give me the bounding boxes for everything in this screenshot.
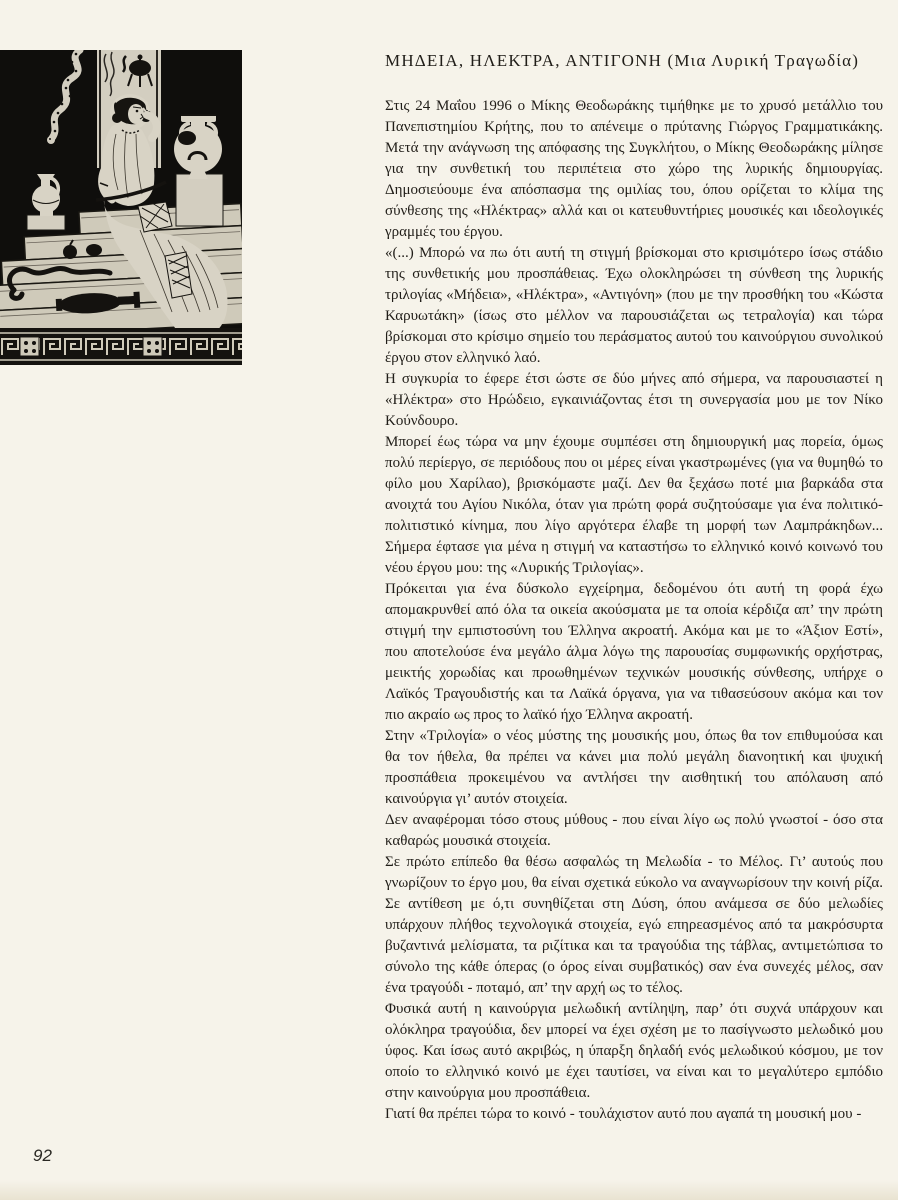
body-paragraph: Πρόκειται για ένα δύσκολο εγχείρημα, δεδομένου ότι αυτή τη φορά έχω απομακρυνθεί από όλα τα οικεία ακούσματα με τα οποία κέρδιζα απ’ την πρώτη στιγμή την εμπιστοσύνη του Έλληνα ακροατή. Ακόμα και με το «Άξιον Εστί», που αποτελούσε ένα μεγάλο άλμα λόγω της παρουσίας συμφωνικής ορχήστρας, μεικτής χορωδίας και προωθημένων τεχνικών μουσικής σύνθεσης, υπήρχε ο Λαϊκός Τραγουδιστής και τα Λαϊκά όργανα, για να τιθασεύσουν ακόμα και τον πιο ακραίο ως προς το λαϊκό ήχο Έλληνα ακροατή.	[385, 581, 883, 723]
vase-painting-photo	[0, 50, 242, 365]
article-title: ΜΗΔΕΙΑ, ΗΛΕΚΤΡΑ, ΑΝΤΙΓΟΝΗ (Μια Λυρική Τραγωδία)	[385, 51, 860, 70]
article-body	[385, 96, 883, 1125]
article-column	[385, 50, 883, 1125]
meander-border	[0, 328, 242, 365]
body-paragraph: Γιατί θα πρέπει τώρα το κοινό - τουλάχιστον αυτό που αγαπά τη μουσική μου -	[385, 1106, 862, 1122]
vase-painting-illustration	[0, 50, 242, 365]
body-paragraph: Η συγκυρία το έφερε έτσι ώστε σε δύο μήνες από σήμερα, να παρουσιαστεί η «Ηλέκτρα» στο Ηρώδειο, εγκαινιάζοντας έτσι τη συνεργασία μου με τον Νίκο Κούνδουρο.	[385, 371, 883, 429]
body-paragraph: Μπορεί έως τώρα να μην έχουμε συμπέσει στη δημιουργική μας πορεία, όμως πολύ περίεργο, σε περιόδους που οι μέρες είναι γκαστρωμένες (για να θυμηθώ το φίλο μου Χαρίλαο), βρισκόμαστε μαζί. Δεν θα ξεχάσω ποτέ μια βαρκάδα στα ανοιχτά του Αγίου Νικόλα, όταν για πρώτη φορά συζητούσαμε για ένα πολιτικό-πολιτιστικό κίνημα, που λίγο αργότερα έλαβε τη μορφή των Λαμπράκηδων... Σήμερα έφτασε για μένα η στιγμή να καταστήσω το ελληνικό κοινό κοινωνό του νέου έργου μου: της «Λυρικής Τριλογίας».	[385, 434, 883, 576]
body-paragraph: Φυσικά αυτή η καινούργια μελωδική αντίληψη, παρ’ ότι συχνά υπάρχουν και ολόκληρα τραγούδια, δεν μπορεί να έχει σχέση με το πασίγνωστο μελωδικό μου ύφος. Και ίσως αυτό ακριβώς, η ύπαρξη δηλαδή ενός μελωδικού κόσμου, με τον οποίο το ελληνικό κοινό με έχει ταυτίσει, να είναι και το μεγαλύτερο εμπόδιο στην καινούργια μου προσπάθεια.	[385, 1001, 883, 1101]
page-number: 92	[33, 1146, 52, 1165]
body-paragraph: Σε πρώτο επίπεδο θα θέσω ασφαλώς τη Μελωδία - το Μέλος. Γι’ αυτούς που γνωρίζουν το έργο μου, θα είναι σχετικά εύκολο να αναγνωρίσουν την κοινή ρίζα. Σε αντίθεση με ό,τι συνηθίζεται στη Δύση, όπου ανάμεσα σε δύο μελωδίες υπάρχουν πλήθος τεχνολογικά στοιχεία, εγώ επηρεασμένος από τα μακρόσυρτα βυζαντινά μελίσματα, τα ριζίτικα και τα τραγούδια της τάβλας, αντιμετώπισα το σύνολο της κάθε όπερας (ο όρος είναι συμβατικός) σαν ένα συνεχές μέλος, σαν ένα τραγούδι - ποταμό, απ’ την αρχή ως το τέλος.	[385, 854, 883, 996]
body-paragraph: Δεν αναφέρομαι τόσο στους μύθους - που είναι λίγο ως πολύ γνωστοί - όσο στα καθαρώς μουσικά στοιχεία.	[385, 812, 883, 849]
body-paragraph: «(...) Μπορώ να πω ότι αυτή τη στιγμή βρίσκομαι στο κρισιμότερο ίσως στάδιο της συνθετικής μου προσπάθειας. Έχω ολοκληρώσει τη σύνθεση της λυρικής τριλογίας «Μήδεια», «Ηλέκτρα», «Αντιγόνη» (που με την προσθήκη του «Κώστα Καρυωτάκη» (ίσως στο μέλλον να παρουσιάζεται ως τετραλογία) και τώρα βρίσκομαι στο κρίσιμο σημείο του περάσματος αυτού του καινούργιου συνολικού έργου στον ελληνικό λαό.	[385, 245, 883, 366]
crosshatch-drapery	[138, 202, 172, 232]
body-paragraph: Στην «Τριλογία» ο νέος μύστης της μουσικής μου, όπως θα τον επιθυμούσα και θα τον ήθελα, θα πρέπει να κάνει μια πολύ μεγάλη διανοητική και ψυχική προσπάθεια προκειμένου να αντλήσει την αισθητική του απόλαυση από καινούργια γι’ αυτόν στοιχεία.	[385, 728, 883, 807]
body-paragraph: Στις 24 Μαΐου 1996 ο Μίκης Θεοδωράκης τιμήθηκε με το χρυσό μετάλλιο του Πανεπιστημίου Κρήτης, που το απένειμε ο πρύτανης Γιώργος Γραμματικάκης. Μετά την ανάγνωση της απόφασης της Συγκλήτου, ο Μίκης Θεοδωράκης μίλησε για την συνθετική του περιπέτεια στο χώρο της λυρικής δημιουργίας. Δημοσιεύουμε ένα απόσπασμα της ομιλίας του, όπου ορίζεται το κλίμα της σύνθεσης της «Ηλέκτρας» αλλά και οι κατευθυντήριες μουσικές και ιδεολογικές γραμμές του έργου.	[385, 98, 883, 240]
page-bottom-edge	[0, 1180, 898, 1200]
